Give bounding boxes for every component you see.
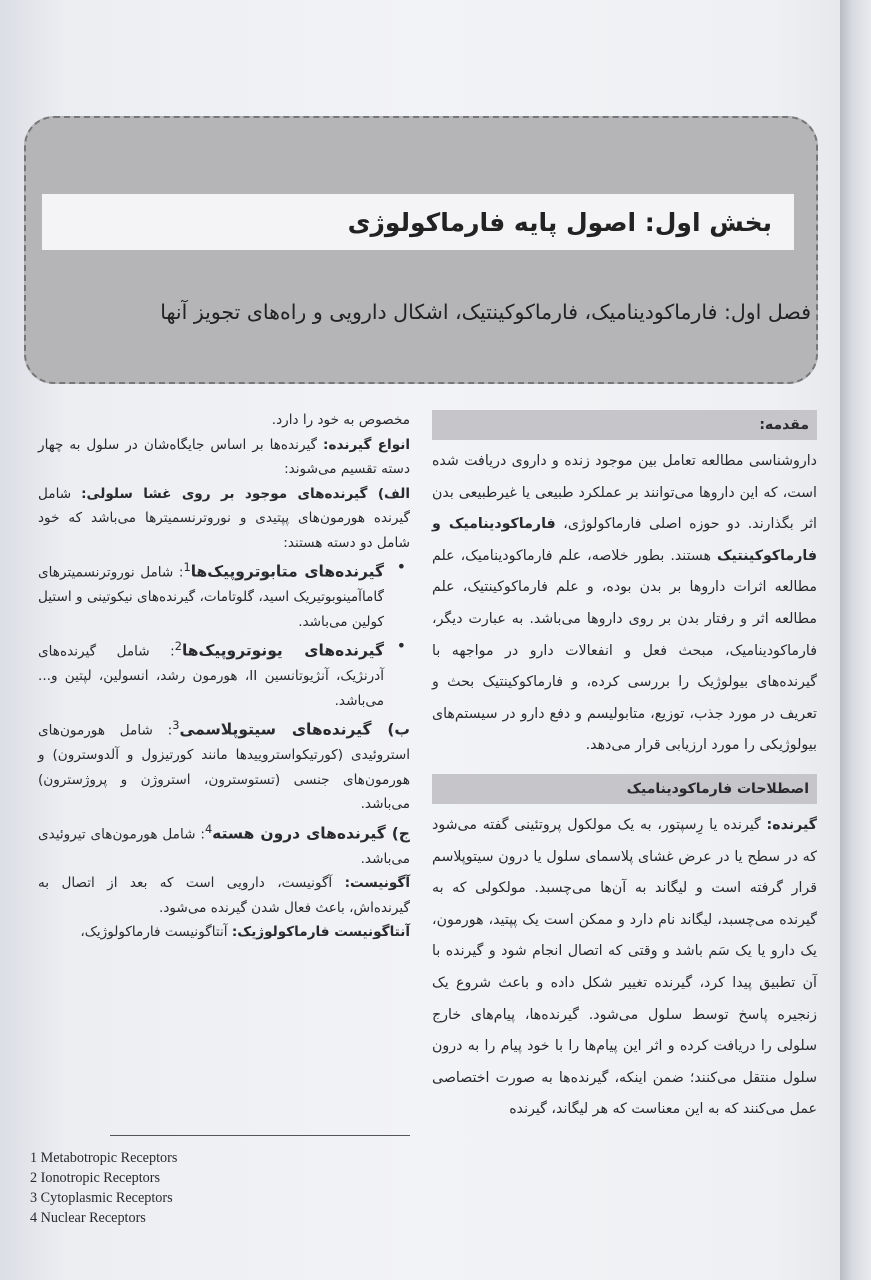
nuclear-text: : شامل هورمون‌های تیروئیدی می‌باشد. <box>38 826 410 867</box>
left-column <box>38 408 410 945</box>
membrane-paragraph <box>38 482 410 556</box>
footnote-ref-2: 2 <box>174 639 182 654</box>
metabotropic-label: گیرنده‌های متابوتروپیک‌ها <box>190 562 384 581</box>
footnote-ref-1: 1 <box>183 560 191 574</box>
bullet-icon: • <box>396 557 406 576</box>
agonist-text: آگونیست، دارویی است که بعد از اتصال به گیرنده‌اش، باعث فعال شدن گیرنده می‌شود. <box>38 875 410 916</box>
nuclear-label: ج) گیرنده‌های درون هسته <box>212 824 410 843</box>
footnotes <box>30 1148 330 1228</box>
chapter-header-box <box>24 116 818 384</box>
agonist-paragraph <box>38 871 410 920</box>
antagonist-paragraph <box>38 920 410 945</box>
ionotropic-text: : شامل گیرنده‌های آدرنژیک، آنژیوتانسین II، هورمون رشد، انسولین، لپتین و... می‌باشد. <box>38 643 385 709</box>
membrane-text: شامل گیرنده هورمون‌های پپتیدی و نوروترنسمیترها می‌باشد که خود شامل دو دسته هستند: <box>38 485 410 551</box>
antagonist-text: آنتاگونیست فارماکولوژیک، <box>80 924 232 941</box>
footnote-ref-3: 3 <box>172 718 180 733</box>
intro-text: داروشناسی مطالعه تعامل بین موجود زنده و داروی دریافت شده است، که این داروها می‌توانند بر عملکرد طبیعی یا غیرطبیعی بدن اثر بگذارند. دو حوزه اصلی فارماکولوژی، <box>432 453 817 533</box>
chapter-title: فصل اول: فارماکودینامیک، فارماکوکینتیک، اشکال دارویی و راه‌های تجویز آنها <box>160 300 811 324</box>
cytoplasmic-paragraph <box>38 713 410 817</box>
footnote-divider <box>110 1135 410 1136</box>
left-line-1: مخصوص به خود را دارد. <box>271 412 410 428</box>
footnote-3: 3 Cytoplasmic Receptors <box>30 1190 173 1206</box>
metabotropic-text: : شامل نوروترنسمیترهای گاماآمینوبوتیریک اسید، گلوتامات، گیرنده‌های نیکوتینی و استیل کولین می‌باشد. <box>38 564 384 630</box>
footnote-4: 4 Nuclear Receptors <box>30 1210 146 1226</box>
types-paragraph <box>38 433 410 482</box>
receptor-paragraph <box>432 810 817 1126</box>
types-text: گیرنده‌ها بر اساس جایگاه‌شان در سلول به چهار دسته تقسیم می‌شوند: <box>38 436 410 477</box>
nuclear-paragraph <box>38 817 410 872</box>
terms-heading: اصطلاحات فارماکودینامیک <box>432 774 817 804</box>
page-edge <box>840 0 871 1280</box>
part-title: بخش اول: اصول پایه فارماکولوژی <box>347 207 772 237</box>
receptor-label: گیرنده: <box>766 816 817 833</box>
ionotropic-item <box>38 634 410 713</box>
intro-heading: مقدمه: <box>432 410 817 440</box>
intro-paragraph <box>432 446 817 762</box>
footnote-1: 1 Metabotropic Receptors <box>30 1150 178 1166</box>
intro-text-cont: هستند. بطور خلاصه، علم فارماکودینامیک، علم مطالعه اثرات داروها بر بدن بوده، و علم فارماکوکینتیک، علم مطالعه اثر و رفتار بدن بر روی داروها می‌باشد. به عبارت دیگر، فارماکودینامیک، مبحث فعل و انفعالات دارو در مواجهه با گیرنده‌های بیولوژیک را بررسی کرده، و فارماکوکینتیک بحث و تعریف در مورد جذب، توزیع، متابولیسم و دفع دارو در سیستم‌های بیولوژیکی را مورد ارزیابی قرار می‌دهد. <box>432 547 817 754</box>
agonist-label: آگونیست: <box>344 875 410 892</box>
cytoplasmic-label: ب) گیرنده‌های سیتوپلاسمی <box>179 720 411 739</box>
footnote-ref-4: 4 <box>204 821 213 836</box>
antagonist-label: آنتاگونیست فارماکولوژیک: <box>231 924 410 941</box>
bullet-icon: • <box>396 636 406 656</box>
part-title-strip <box>42 194 794 250</box>
footnote-2: 2 Ionotropic Receptors <box>30 1170 161 1186</box>
types-label: انواع گیرنده: <box>323 436 410 453</box>
metabotropic-item <box>38 555 410 634</box>
right-column <box>432 410 817 1126</box>
cytoplasmic-text: : شامل هورمون‌های استروئیدی (کورتیکواستروییدها مانند کورتیزول و آلدوسترون) و هورمون‌های جنسی (تستوسترون، استروژن و پروژسترون) می‌باشد. <box>38 722 410 813</box>
receptor-text: گیرنده یا رِسپتور، به یک مولکول پروتئینی گفته می‌شود که در سطح یا در عرض غشای پلاسمای سلول یا درون سیتوپلاسم قرار گرفته است و لیگاند به آن‌ها می‌چسبد. مولکولی که به گیرنده می‌چسبد، لیگاند نام دارد و ممکن است یک پپتید، هورمون، یک دارو یا یک سَم باشد و وقتی که اتصال انجام شود و گیرنده با آن تطبیق پیدا کرد، گیرنده تغییر شکل داده و باعث شروع یک زنجیره پاسخ توسط سلول می‌شود. گیرنده‌ها، پیام‌های خارج سلولی را دریافت کرده و اثر این پیام‌ها را با خود پیام را به درون سلول منتقل می‌کنند؛ ضمن اینکه، گیرنده‌ها به صورت اختصاصی عمل می‌کنند که به این معناست که هر لیگاند، گیرنده <box>432 816 817 1118</box>
ionotropic-label: گیرنده‌های یونوتروپیک‌ها <box>181 641 384 660</box>
intro-bold-terms: فارماکودینامیک و فارماکوکینتیک <box>432 516 817 564</box>
membrane-label: الف) گیرنده‌های موجود بر روی غشا سلولی: <box>81 485 410 502</box>
